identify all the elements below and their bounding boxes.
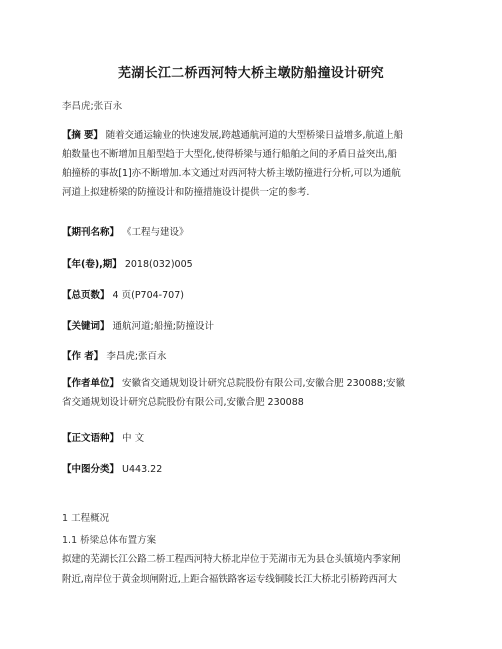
volume-label: 【年(卷),期】 xyxy=(62,259,122,270)
author-value: 李昌虎;张百永 xyxy=(106,351,167,362)
language-value: 中 文 xyxy=(122,433,145,444)
author-label: 【作 者】 xyxy=(62,351,104,362)
language-label: 【正文语种】 xyxy=(62,433,120,444)
body-line-2: 附近,南岸位于黄金坝闸附近,上距合福铁路客运专线铜陵长江大桥北引桥跨西河大 xyxy=(62,574,397,585)
journal-label: 【期刊名称】 xyxy=(62,227,120,238)
clc-value: U443.22 xyxy=(122,464,163,475)
affiliation-field xyxy=(62,374,440,412)
section-heading-1: 1 工程概况 xyxy=(62,513,110,524)
clc-field xyxy=(62,461,162,475)
affiliation-line-2: 省交通规划设计研究总院股份有限公司,安徽合肥 230088 xyxy=(62,397,304,408)
abstract xyxy=(62,126,440,202)
section-heading-1-1: 1.1 桥梁总体布置方案 xyxy=(62,535,157,546)
pages-field xyxy=(62,287,184,301)
abstract-line-1: 【摘 要】 随着交通运输业的快速发展,跨越通航河道的大型桥梁日益增多,航道上船 xyxy=(62,130,403,141)
clc-label: 【中图分类】 xyxy=(62,464,120,475)
affiliation-label: 【作者单位】 xyxy=(62,378,120,389)
body-line-1: 拟建的芜湖长江公路二桥工程西河特大桥北岸位于芜湖市无为县仓头镇境内季家闸 xyxy=(62,554,401,565)
journal-field xyxy=(62,224,189,238)
pages-value: 4 页(P704-707) xyxy=(112,290,184,301)
journal-value: 《工程与建设》 xyxy=(122,227,189,238)
paper-title: 芜湖长江二桥西河特大桥主墩防船撞设计研究 xyxy=(117,66,384,81)
volume-value: 2018(032)005 xyxy=(124,259,193,270)
abstract-line-4: 河道上拟建桥梁的防撞设计和防撞措施设计提供一定的参考. xyxy=(62,187,310,198)
volume-field xyxy=(62,256,193,270)
author-line: 李昌虎;张百永 xyxy=(62,101,123,112)
abstract-line-2: 舶数量也不断增加且船型趋于大型化,使得桥梁与通行船舶之间的矛盾日益突出,船 xyxy=(62,149,397,160)
abstract-label: 【摘 要】 xyxy=(62,130,103,141)
affiliation-line-1: 【作者单位】 安徽省交通规划设计研究总院股份有限公司,安徽合肥 230088;安徽 xyxy=(62,378,406,389)
body-paragraph xyxy=(62,550,442,590)
keywords-label: 【关键词】 xyxy=(62,321,110,332)
keywords-value: 通航河道;船撞;防撞设计 xyxy=(112,321,214,332)
author-field xyxy=(62,348,167,362)
abstract-line-3: 舶撞桥的事故[1]亦不断增加.本文通过对西河特大桥主墩防撞进行分析,可以为通航 xyxy=(62,168,401,179)
pages-label: 【总页数】 xyxy=(62,290,110,301)
language-field xyxy=(62,430,144,444)
keywords-field xyxy=(62,318,214,332)
